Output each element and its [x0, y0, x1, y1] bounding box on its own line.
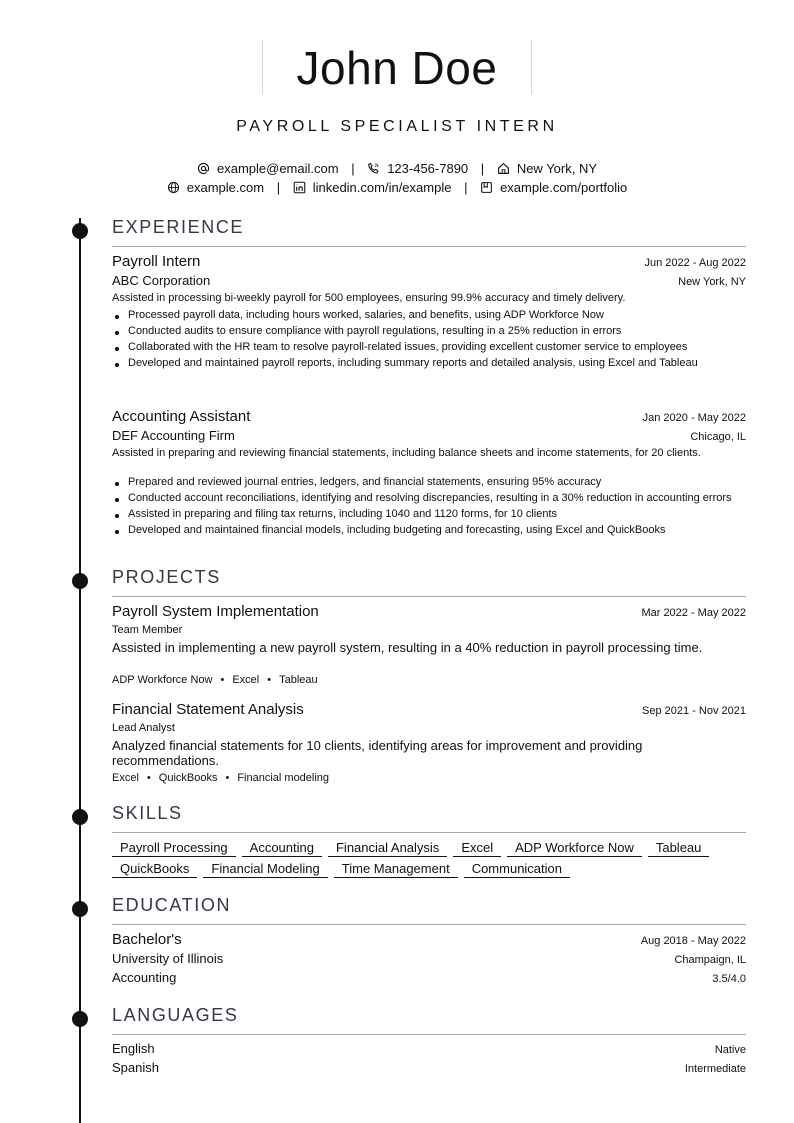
phone-icon — [367, 162, 380, 175]
experience-summary: Assisted in preparing and reviewing financial statements, including balance sheets and income statements, for 20 clients. — [112, 447, 701, 459]
at-icon — [197, 162, 210, 175]
language-row — [112, 1060, 746, 1075]
skill-tag: ADP Workforce Now — [507, 840, 642, 857]
dot-separator: • — [225, 772, 230, 784]
list-item: Developed and maintained payroll reports, including summary reports and detailed analysis, using Excel and Tableau — [112, 357, 746, 369]
name-block — [0, 40, 794, 94]
job-role: Accounting Assistant — [112, 408, 251, 425]
globe-icon — [167, 181, 180, 194]
email-text: example@email.com — [216, 161, 339, 177]
field-of-study: Accounting — [112, 970, 177, 985]
skill-tag: Time Management — [334, 861, 458, 878]
tool-tag: ADP Workforce Now — [112, 674, 213, 686]
contact-phone[interactable] — [367, 161, 468, 176]
contact-linkedin[interactable] — [293, 180, 452, 195]
timeline-dot — [72, 573, 88, 589]
job-title: PAYROLL SPECIALIST INTERN — [236, 118, 558, 135]
skill-tag: Tableau — [648, 840, 710, 857]
contact-website[interactable] — [167, 180, 264, 195]
list-item: Collaborated with the HR team to resolve payroll-related issues, providing excellent customer service to employees — [112, 341, 746, 353]
website-text: example.com — [186, 180, 265, 196]
phone-text: 123-456-7890 — [387, 161, 469, 177]
timeline-dot — [72, 223, 88, 239]
language-name: English — [112, 1041, 155, 1056]
contact-line-2 — [0, 179, 794, 195]
education-field-row — [112, 970, 746, 985]
project-role-row — [112, 624, 746, 636]
school-name: University of Illinois — [112, 951, 224, 966]
project-header — [112, 603, 746, 620]
education-dates: Aug 2018 - May 2022 — [640, 935, 746, 947]
company-name: DEF Accounting Firm — [112, 428, 235, 443]
contact-location — [497, 161, 597, 176]
experience-bullets — [112, 309, 746, 373]
company-location: New York, NY — [678, 276, 746, 288]
section-title-projects: PROJECTS — [112, 567, 221, 587]
project-role: Lead Analyst — [112, 722, 175, 734]
timeline-dot — [72, 1011, 88, 1027]
skill-tag: Excel — [453, 840, 501, 857]
list-item: Conducted audits to ensure compliance with payroll regulations, resulting in a 25% reduction in errors — [112, 325, 746, 337]
skill-tag: Financial Analysis — [328, 840, 447, 857]
company-name: ABC Corporation — [112, 273, 211, 288]
section-divider — [112, 832, 746, 833]
portfolio-text: example.com/portfolio — [500, 180, 628, 196]
project-tools — [112, 674, 318, 686]
dot-separator: • — [267, 674, 272, 686]
project-description: Assisted in implementing a new payroll system, resulting in a 40% reduction in payroll processing time. — [112, 640, 703, 655]
company-location: Chicago, IL — [690, 431, 746, 443]
tool-tag: Financial modeling — [237, 772, 330, 784]
job-dates: Jan 2020 - May 2022 — [642, 412, 746, 424]
timeline-line — [79, 218, 81, 1123]
skill-tag: QuickBooks — [112, 861, 197, 878]
project-role: Team Member — [112, 624, 183, 636]
language-level: Native — [714, 1044, 746, 1056]
list-item: Prepared and reviewed journal entries, ledgers, and financial statements, ensuring 95% accuracy — [112, 476, 746, 488]
separator: | — [464, 180, 468, 196]
candidate-name: John Doe — [262, 40, 533, 94]
experience-bullets — [112, 476, 746, 540]
project-header — [112, 701, 746, 718]
job-role: Payroll Intern — [112, 253, 201, 270]
project-description: Analyzed financial statements for 10 clients, identifying areas for improvement and providing recommendations. — [112, 738, 643, 768]
job-dates: Jun 2022 - Aug 2022 — [644, 257, 746, 269]
section-divider — [112, 596, 746, 597]
timeline-dot — [72, 809, 88, 825]
section-title-languages: LANGUAGES — [112, 1005, 239, 1025]
tool-tag: Excel — [232, 674, 260, 686]
degree: Bachelor's — [112, 931, 182, 948]
section-title-experience: EXPERIENCE — [112, 217, 245, 237]
project-name: Financial Statement Analysis — [112, 701, 304, 718]
linkedin-icon — [293, 181, 306, 194]
separator: | — [480, 161, 485, 177]
linkedin-text: linkedin.com/in/example — [312, 180, 452, 196]
dot-separator: • — [220, 674, 225, 686]
contact-portfolio[interactable] — [480, 180, 627, 195]
list-item: Processed payroll data, including hours worked, salaries, and benefits, using ADP Workforce Now — [112, 309, 746, 321]
skill-tag: Financial Modeling — [203, 861, 327, 878]
tool-tag: Excel — [112, 772, 139, 784]
experience-summary: Assisted in processing bi-weekly payroll for 500 employees, ensuring 99.9% accuracy and timely delivery. — [112, 292, 626, 304]
list-item: Conducted account reconciliations, identifying and resolving discrepancies, resulting in a 30% reduction in accounting errors — [112, 492, 746, 504]
gpa: 3.5/4.0 — [712, 973, 746, 985]
list-item: Assisted in preparing and filing tax returns, including 1040 and 1120 forms, for 10 clients — [112, 508, 746, 520]
separator: | — [276, 180, 281, 196]
location-text: New York, NY — [516, 161, 598, 177]
section-divider — [112, 1034, 746, 1035]
project-tools — [112, 772, 329, 784]
language-level: Intermediate — [684, 1063, 746, 1075]
skill-tag: Accounting — [242, 840, 322, 857]
contact-email[interactable] — [197, 161, 339, 176]
experience-company-row — [112, 273, 746, 288]
section-title-skills: SKILLS — [112, 803, 183, 823]
education-school-row — [112, 951, 746, 966]
project-role-row — [112, 722, 746, 734]
home-icon — [497, 162, 510, 175]
separator: | — [351, 161, 355, 177]
dot-separator: • — [146, 772, 151, 784]
skill-tag: Payroll Processing — [112, 840, 236, 857]
list-item: Developed and maintained financial models, including budgeting and forecasting, using Excel and QuickBooks — [112, 524, 746, 536]
school-location: Champaign, IL — [674, 954, 746, 966]
section-title-education: EDUCATION — [112, 895, 232, 915]
language-name: Spanish — [112, 1060, 159, 1075]
section-divider — [112, 246, 746, 247]
project-dates: Mar 2022 - May 2022 — [641, 607, 746, 619]
timeline-dot — [72, 901, 88, 917]
portfolio-icon — [480, 181, 493, 194]
tool-tag: QuickBooks — [158, 772, 218, 784]
project-name: Payroll System Implementation — [112, 603, 319, 620]
experience-header — [112, 253, 746, 270]
skills-list — [112, 840, 746, 878]
skill-tag: Communication — [464, 861, 570, 878]
project-dates: Sep 2021 - Nov 2021 — [642, 705, 746, 717]
tool-tag: Tableau — [279, 674, 318, 686]
section-divider — [112, 924, 746, 925]
education-header — [112, 931, 746, 948]
contact-line-1 — [0, 160, 794, 176]
experience-company-row — [112, 428, 746, 443]
language-row — [112, 1041, 746, 1056]
experience-header — [112, 408, 746, 425]
